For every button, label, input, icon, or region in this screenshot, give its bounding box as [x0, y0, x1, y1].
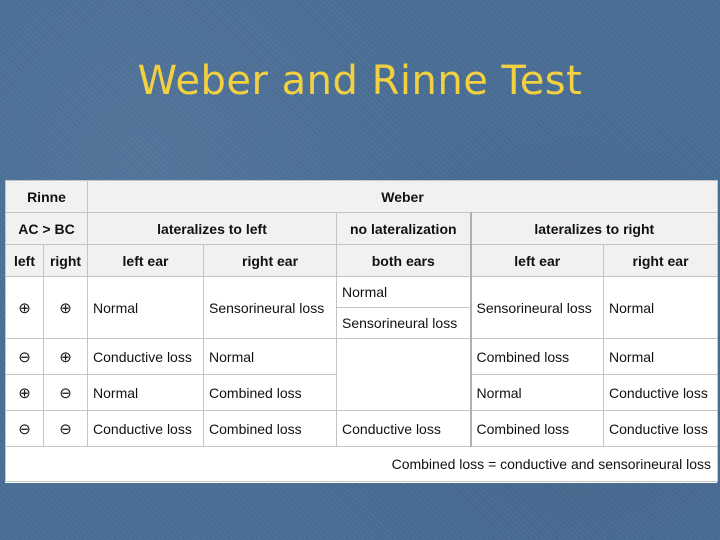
- header-ac-bc: AC > BC: [6, 213, 88, 245]
- table-cell: Sensorineural loss: [471, 277, 604, 339]
- header-right: right: [44, 245, 88, 277]
- rinne-left-cell: ⊕: [6, 375, 44, 411]
- table-cell: Sensorineural loss: [337, 308, 471, 339]
- rinne-right-cell: ⊕: [44, 277, 88, 339]
- header-row-2: [6, 213, 718, 245]
- footnote-row: [6, 447, 718, 482]
- table-cell: Conductive loss: [604, 411, 718, 447]
- header-lateralizes-right: lateralizes to right: [471, 213, 718, 245]
- rinne-right-cell: ⊖: [44, 375, 88, 411]
- table-cell: Normal: [88, 277, 204, 339]
- table-cell: Sensorineural loss: [204, 277, 337, 339]
- footnote: Combined loss = conductive and sensorineural loss: [6, 447, 718, 482]
- rinne-right-cell: ⊖: [44, 411, 88, 447]
- header-right-ear: right ear: [204, 245, 337, 277]
- table-cell: Conductive loss: [604, 375, 718, 411]
- header-no-lateralization: no lateralization: [337, 213, 471, 245]
- table-cell: Conductive loss: [88, 411, 204, 447]
- table-cell: Combined loss: [204, 411, 337, 447]
- header-left: left: [6, 245, 44, 277]
- table-cell: Normal: [204, 339, 337, 375]
- table-cell: Combined loss: [204, 375, 337, 411]
- header-right-ear-2: right ear: [604, 245, 718, 277]
- table-cell: Normal: [604, 339, 718, 375]
- header-both-ears: both ears: [337, 245, 471, 277]
- rinne-left-cell: ⊖: [6, 411, 44, 447]
- table-row: [6, 411, 718, 447]
- table-row: [6, 339, 718, 375]
- table-cell-empty: [337, 339, 471, 411]
- header-row-1: [6, 181, 718, 213]
- rinne-left-cell: ⊖: [6, 339, 44, 375]
- weber-rinne-table-container: [5, 180, 717, 483]
- header-weber: Weber: [88, 181, 718, 213]
- header-left-ear-2: left ear: [471, 245, 604, 277]
- table-cell: Normal: [604, 277, 718, 339]
- table-cell: Normal: [471, 375, 604, 411]
- table-cell: Conductive loss: [88, 339, 204, 375]
- header-left-ear: left ear: [88, 245, 204, 277]
- slide-title: Weber and Rinne Test: [137, 58, 583, 104]
- table-row: [6, 277, 718, 308]
- table-cell: Normal: [337, 277, 471, 308]
- table-cell: Combined loss: [471, 411, 604, 447]
- table-cell: Conductive loss: [337, 411, 471, 447]
- table-cell: Normal: [88, 375, 204, 411]
- weber-rinne-table: [5, 180, 718, 482]
- header-rinne: Rinne: [6, 181, 88, 213]
- table-cell: Combined loss: [471, 339, 604, 375]
- rinne-right-cell: ⊕: [44, 339, 88, 375]
- header-lateralizes-left: lateralizes to left: [88, 213, 337, 245]
- header-row-3: [6, 245, 718, 277]
- rinne-left-cell: ⊕: [6, 277, 44, 339]
